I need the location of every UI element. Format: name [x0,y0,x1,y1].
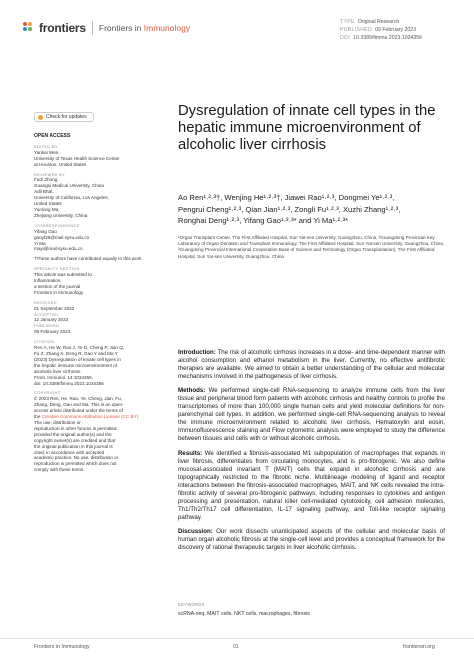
affiliations: ¹Organ Transplant Center, The First Affiliated Hospital, Sun Yat-sen University, Guangzhou, China, ²Guangdong Provincial Key Laboratory of Organ Donation and Transplant Immunology, The First Affiliated Hospital, Sun Yat-sen University, Guangzhou, China, ³Guangdong Provincial International Cooperation Base of Science and Technology (Organ Transplantation), The First Affiliated Hospital, Sun Yat-sen University, Guangzhou, China [178,235,445,259]
abstract-introduction: Introduction: The risk of alcoholic cirrhosis increases in a dose- and time-dependent manner with alcohol consumption and ethanol metabolism in the liver. Currently, no effective antifibrotic therapies are available. We aimed to obtain a better understanding of the cellular and molecular mechanisms involved in the pathogenesis of liver cirrhosis. [178,349,445,381]
abstract-discussion: Discussion: Our work dissects unanticipated aspects of the cellular and molecular basis of human organ alcoholic fibrosis at the single-cell level and provides a conceptual framework for the discovery of rational therapeutic targets in liver alcoholic cirrhosis. [178,527,445,552]
abstract-results: Results: We identified a fibrosis-associated M1 subpopulation of macrophages that expands in liver fibrosis, differentiates from circulating monocytes, and is pro-fibrogenic. We also define mucosal-associated invariant T (MAIT) cells that expand in alcoholic cirrhosis and are topographically restricted to the fibrotic niche. Multilineage modeling of ligand and receptor interactions between the fibrosis-associated macrophages, MAIT, and NK cells revealed the intra-fibrotic activity of several pro-fibrogenic pathways, including responses to cytokines and antigen processing and presentation, natural killer cell-mediated cytotoxicity, cell adhesion molecules, Th1/Th2/Th17 cell differentiation, IL-17 signaling pathway, and Toll-like receptor signaling pathway. [178,449,445,521]
page-number: 01 [233,644,239,650]
specialty-section: SPECIALTY SECTION This article was submitted to Inflammation, a section of the journal Frontiers in Immunology [34,266,92,295]
logo-text: frontiers [39,21,86,35]
reviewed-by: REVIEWED BY Fudi Zhong, Guangxi Medical University, China Adil Bhat, University of California, Los Angeles, United States Yunlong Ma, Zhejiang University, China [34,171,109,218]
abstract-methods: Methods: We performed single-cell RNA-sequencing to analyze immune cells from the liver tissue and peripheral blood form patients with alcoholic cirrhosis and healthy controls to profile the transcriptomes of more than 100,000 single human cells and yield molecular definitions for non-parenchymal cell types. In addition, we performed single-cell RNA-sequencing analysis to reveal the immune microenvironment related to alcoholic liver cirrhosis. Hematoxylin and eosin, Immunofluorescence staining and Flow cytometric analysis were employed to study the difference between tissues and cells with or without alcoholic cirrhosis. [178,387,445,443]
dates: RECEIVED 01 September 2022 ACCEPTED 12 January 2023 PUBLISHED 09 February 2023 [34,299,75,335]
open-access-label: OPEN ACCESS [34,133,71,139]
author-list: Ao Ren¹·²·³†, Wenjing He¹·²·³†, Jiawei Rao¹·²·³, Dongmei Ye¹·²·³, Pengrui Cheng¹·²·³, Qian Jian¹·²·³, Zongli Fu¹·²·³, Xuzhi Zhang¹·²·³, Ronghai Deng¹·²·³, Yifang Gao¹·²·³* and Yi Ma¹·²·³* [178,193,401,225]
copyright: COPYRIGHT © 2023 Ren, He, Rao, Ye, Cheng, Jian, Fu, Zhang, Deng, Gao and Ma. This is an open- access article distributed under the terms of the Creative Commons Attribution License (CC BY). The use, distribution or reproduction in other forums is permitted, provided the original author(s) and the copyright owner(s) are credited and that the original publication in this journal is cited, in accordance with accepted academic practice. No use, distribution or reproduction is permitted which does not comply with these terms. [34,390,140,473]
keywords: scRNA-seq, MAIT cells, NKT cells, macrophages, fibrosis [178,611,310,617]
article-meta: TYPE Original Research PUBLISHED 09 February 2023 DOI 10.3389/fimmu.2023.1034356 [340,19,423,41]
equal-contribution-note: †These authors have contributed equally to this work [34,256,142,262]
footer-journal: Frontiers in Immunology [34,644,90,650]
footer-divider [0,638,474,639]
edited-by: EDITED BY Yankai Wen, University of Texas Health Science Center at Houston, United States [34,143,120,167]
article-title: Dysregulation of innate cell types in the hepatic immune microenvironment of alcoholic liver cirrhosis [178,103,436,153]
correspondence: *CORRESPONDENCE Yifang Gao gaoyf26@mail.sysu.edu.cn Yi Ma mayi@mail.sysu.edu.cn [34,223,154,253]
frontiers-logo-icon [23,22,35,34]
article-type: Original Research [357,19,400,25]
abstract [178,349,445,558]
keywords-label: KEYWORDS [178,602,205,607]
doi[interactable]: 10.3389/fimmu.2023.1034356 [353,35,423,41]
check-for-updates-button[interactable]: Check for updates [34,112,94,122]
journal-name: Frontiers in Immunology [98,23,191,33]
email-link[interactable]: mayi@mail.sysu.edu.cn [34,246,83,252]
update-icon [38,115,43,120]
license-link[interactable]: Creative Commons Attribution License (CC BY). [41,414,140,420]
journal-header [23,21,190,35]
published-date: 09 February 2023 [375,27,417,33]
sidebar [34,133,154,477]
header-divider [92,21,93,35]
footer-website-link[interactable]: frontiersin.org [403,644,435,650]
email-link[interactable]: gaoyf26@mail.sysu.edu.cn [34,234,90,240]
citation: CITATION Ren A, He W, Rao J, Ye D, Cheng P, Jian Q, Fu Z, Zhang X, Deng R, Gao Y and Ma Y (2023) Dysregulation of innate cell types in the hepatic immune microenvironment of alcoholic liver cirrhosis. Front. Immunol. 14:1034356. doi: 10.3389/fimmu.2023.1034356 [34,339,125,386]
